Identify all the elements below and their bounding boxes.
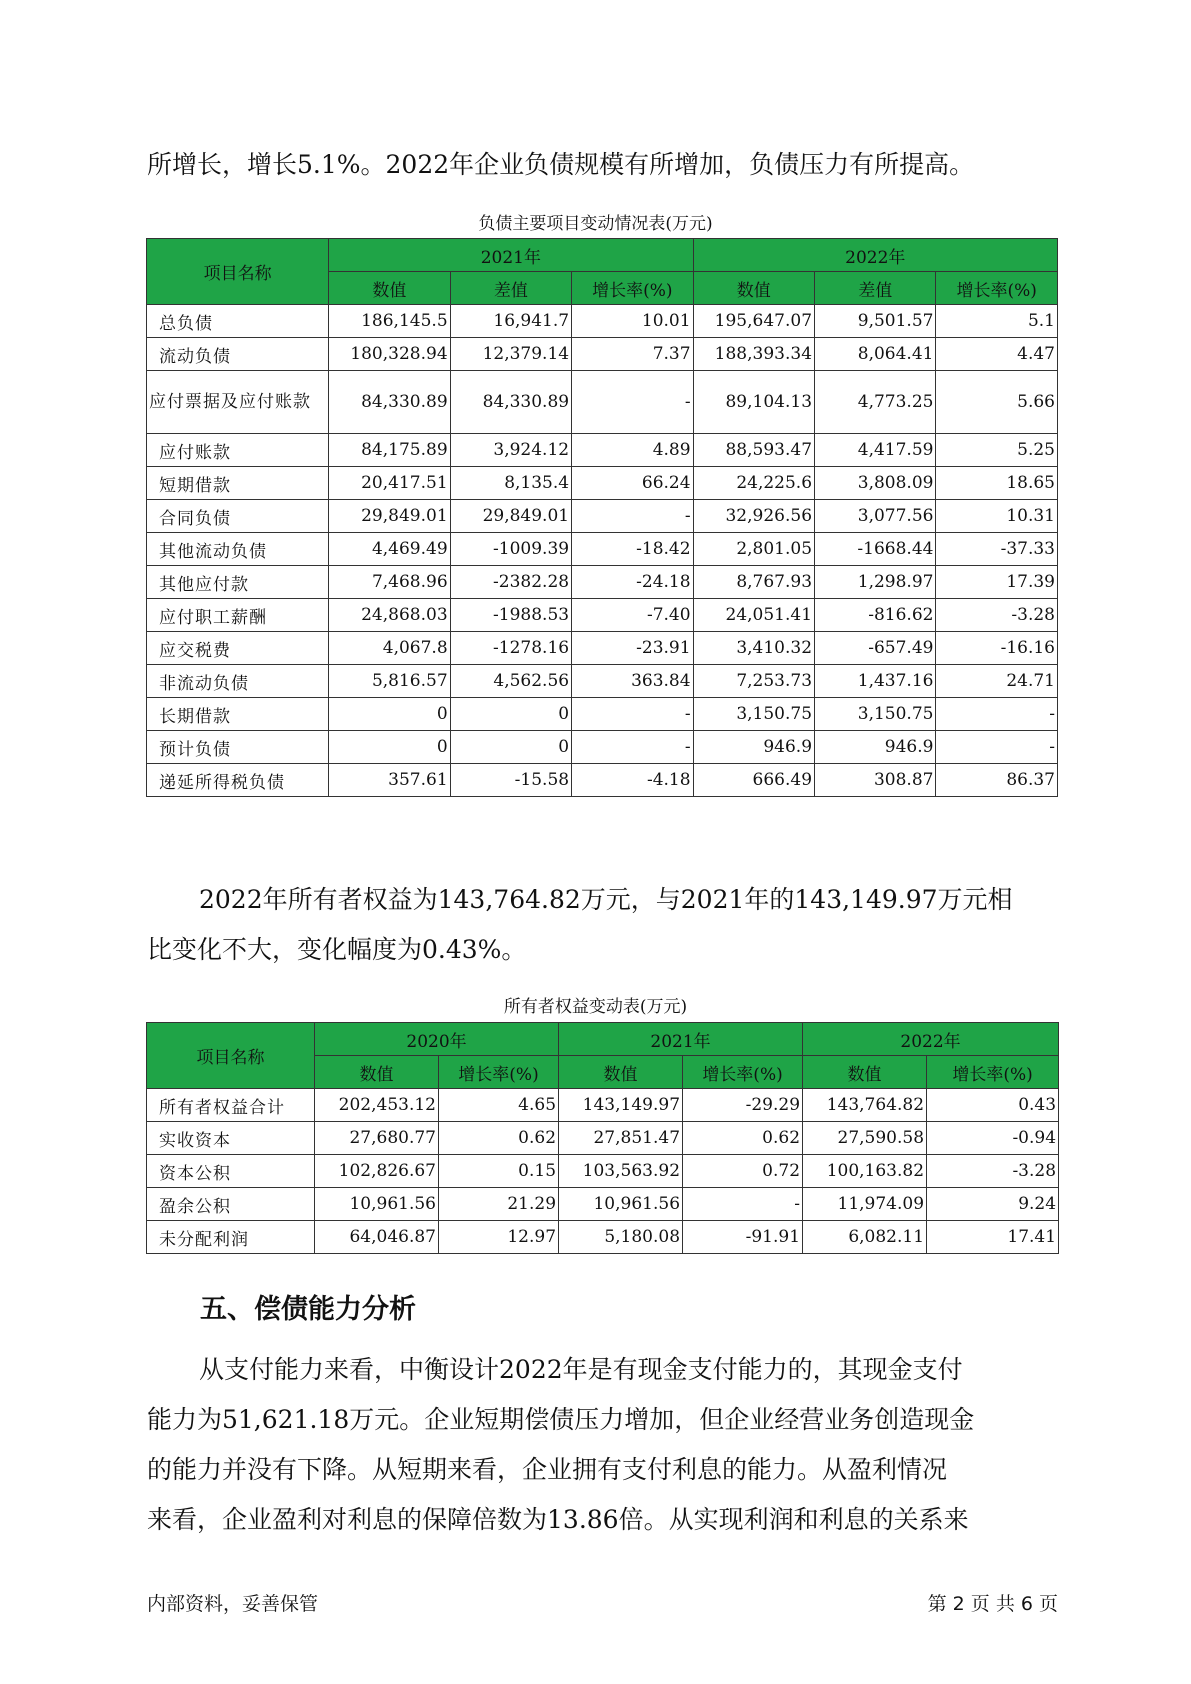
value-header: 数值 [329, 272, 450, 305]
cell-diff: 0 [450, 731, 571, 764]
year-2021-header: 2021年 [329, 239, 693, 272]
cell-rate: -16.16 [936, 632, 1058, 665]
cell-rate: 363.84 [572, 665, 693, 698]
cell-diff: -1668.44 [815, 533, 936, 566]
value-header: 数值 [315, 1056, 439, 1089]
table-row [147, 764, 1058, 797]
rate-header: 增长率(%) [683, 1056, 803, 1089]
row-name: 应付账款 [147, 434, 329, 467]
cell-value: 202,453.12 [315, 1089, 439, 1122]
cell-value: 29,849.01 [329, 500, 450, 533]
table-row [147, 1155, 1059, 1188]
cell-rate: -91.91 [683, 1221, 803, 1254]
cell-rate: -3.28 [936, 599, 1058, 632]
row-name: 应付职工薪酬 [147, 599, 329, 632]
cell-value: 3,150.75 [693, 698, 814, 731]
cell-diff: 8,064.41 [815, 338, 936, 371]
row-name: 应付票据及应付账款 [147, 371, 329, 434]
table-row [147, 305, 1058, 338]
table-row [147, 1188, 1059, 1221]
table-row [147, 731, 1058, 764]
cell-rate: 0.62 [439, 1122, 559, 1155]
cell-value: 11,974.09 [803, 1188, 927, 1221]
rate-header: 增长率(%) [927, 1056, 1059, 1089]
cell-value: 946.9 [693, 731, 814, 764]
row-name: 资本公积 [147, 1155, 315, 1188]
cell-value: 89,104.13 [693, 371, 814, 434]
cell-value: 4,067.8 [329, 632, 450, 665]
cell-value: 195,647.07 [693, 305, 814, 338]
cell-diff: 1,298.97 [815, 566, 936, 599]
cell-diff: 0 [450, 698, 571, 731]
rate-header: 增长率(%) [936, 272, 1058, 305]
cell-rate: 24.71 [936, 665, 1058, 698]
row-name: 长期借款 [147, 698, 329, 731]
cell-diff: 1,437.16 [815, 665, 936, 698]
solvency-paragraph: 从支付能力来看，中衡设计2022年是有现金支付能力的，其现金支付 能力为51,621.18万元。企业短期偿债压力增加，但企业经营业务创造现金 的能力并没有下降。从短期来看，企业拥有支付利息的能力。从盈利情况 来看，企业盈利对利息的保障倍数为13.86倍。从实现利润和利息的关系来 [147, 1355, 975, 1534]
row-name: 未分配利润 [147, 1221, 315, 1254]
cell-rate: 5.1 [936, 305, 1058, 338]
cell-diff: 16,941.7 [450, 305, 571, 338]
cell-rate: - [572, 731, 693, 764]
cell-value: 188,393.34 [693, 338, 814, 371]
equity-paragraph: 2022年所有者权益为143,764.82万元，与2021年的143,149.97万元相 比变化不大，变化幅度为0.43%。 [147, 885, 1013, 964]
row-name: 递延所得税负债 [147, 764, 329, 797]
cell-value: 10,961.56 [315, 1188, 439, 1221]
cell-rate: - [683, 1188, 803, 1221]
value-header: 数值 [803, 1056, 927, 1089]
cell-rate: 86.37 [936, 764, 1058, 797]
cell-rate: 0.72 [683, 1155, 803, 1188]
cell-diff: 3,808.09 [815, 467, 936, 500]
cell-value: 143,149.97 [559, 1089, 683, 1122]
year-2022-header: 2022年 [693, 239, 1057, 272]
cell-diff: 4,773.25 [815, 371, 936, 434]
cell-diff: 3,077.56 [815, 500, 936, 533]
table-row [147, 1122, 1059, 1155]
cell-rate: 9.24 [927, 1188, 1059, 1221]
cell-rate: - [572, 698, 693, 731]
cell-value: 5,180.08 [559, 1221, 683, 1254]
row-name: 盈余公积 [147, 1188, 315, 1221]
table-row [147, 632, 1058, 665]
cell-rate: 21.29 [439, 1188, 559, 1221]
cell-value: 666.49 [693, 764, 814, 797]
cell-value: 20,417.51 [329, 467, 450, 500]
cell-diff: 308.87 [815, 764, 936, 797]
diff-header: 差值 [815, 272, 936, 305]
cell-rate: 4.89 [572, 434, 693, 467]
row-name: 非流动负债 [147, 665, 329, 698]
cell-diff: 4,417.59 [815, 434, 936, 467]
cell-rate: - [936, 731, 1058, 764]
cell-diff: 8,135.4 [450, 467, 571, 500]
cell-diff: -1009.39 [450, 533, 571, 566]
item-name-header: 项目名称 [147, 1023, 315, 1089]
cell-value: 357.61 [329, 764, 450, 797]
cell-diff: -15.58 [450, 764, 571, 797]
cell-value: 24,225.6 [693, 467, 814, 500]
cell-value: 0 [329, 731, 450, 764]
table-row [147, 338, 1058, 371]
cell-value: 186,145.5 [329, 305, 450, 338]
year-2021-header: 2021年 [559, 1023, 803, 1056]
cell-rate: 17.39 [936, 566, 1058, 599]
table-row [147, 566, 1058, 599]
cell-rate: 5.66 [936, 371, 1058, 434]
cell-rate: -29.29 [683, 1089, 803, 1122]
equity-table-caption: 所有者权益变动表(万元) [503, 997, 688, 1017]
cell-rate: -23.91 [572, 632, 693, 665]
cell-diff: 29,849.01 [450, 500, 571, 533]
cell-diff: 84,330.89 [450, 371, 571, 434]
table-row [147, 1089, 1059, 1122]
rate-header: 增长率(%) [439, 1056, 559, 1089]
cell-rate: -4.18 [572, 764, 693, 797]
cell-value: 84,175.89 [329, 434, 450, 467]
value-header: 数值 [693, 272, 814, 305]
cell-value: 10,961.56 [559, 1188, 683, 1221]
cell-diff: -1278.16 [450, 632, 571, 665]
row-name: 预计负债 [147, 731, 329, 764]
cell-value: 88,593.47 [693, 434, 814, 467]
table-row [147, 698, 1058, 731]
value-header: 数值 [559, 1056, 683, 1089]
cell-value: 3,410.32 [693, 632, 814, 665]
cell-diff: -2382.28 [450, 566, 571, 599]
row-name: 所有者权益合计 [147, 1089, 315, 1122]
cell-diff: -657.49 [815, 632, 936, 665]
cell-rate: -24.18 [572, 566, 693, 599]
cell-diff: 946.9 [815, 731, 936, 764]
intro-paragraph: 所增长，增长5.1%。2022年企业负债规模有所增加，负债压力有所提高。 [147, 150, 975, 179]
cell-diff: 3,924.12 [450, 434, 571, 467]
cell-rate: 12.97 [439, 1221, 559, 1254]
cell-value: 7,253.73 [693, 665, 814, 698]
cell-rate: 7.37 [572, 338, 693, 371]
cell-rate: -7.40 [572, 599, 693, 632]
cell-value: 24,051.41 [693, 599, 814, 632]
cell-rate: 10.31 [936, 500, 1058, 533]
cell-rate: 0.62 [683, 1122, 803, 1155]
cell-diff: 12,379.14 [450, 338, 571, 371]
cell-value: 64,046.87 [315, 1221, 439, 1254]
table-row [147, 371, 1058, 434]
cell-rate: 10.01 [572, 305, 693, 338]
cell-value: 8,767.93 [693, 566, 814, 599]
row-name: 实收资本 [147, 1122, 315, 1155]
cell-value: 103,563.92 [559, 1155, 683, 1188]
cell-rate: 5.25 [936, 434, 1058, 467]
year-2020-header: 2020年 [315, 1023, 559, 1056]
cell-rate: -0.94 [927, 1122, 1059, 1155]
cell-value: 143,764.82 [803, 1089, 927, 1122]
table-row [147, 434, 1058, 467]
cell-value: 32,926.56 [693, 500, 814, 533]
cell-value: 24,868.03 [329, 599, 450, 632]
cell-value: 27,851.47 [559, 1122, 683, 1155]
cell-rate: -18.42 [572, 533, 693, 566]
diff-header: 差值 [450, 272, 571, 305]
table-row [147, 599, 1058, 632]
cell-diff: -816.62 [815, 599, 936, 632]
cell-value: 27,680.77 [315, 1122, 439, 1155]
cell-value: 100,163.82 [803, 1155, 927, 1188]
table-row [147, 500, 1058, 533]
footer-confidential-note: 内部资料，妥善保管 [147, 1593, 319, 1615]
rate-header: 增长率(%) [572, 272, 693, 305]
row-name: 流动负债 [147, 338, 329, 371]
cell-value: 0 [329, 698, 450, 731]
item-name-header: 项目名称 [147, 239, 329, 305]
table-row [147, 467, 1058, 500]
equity-table [146, 1022, 1059, 1254]
cell-rate: -3.28 [927, 1155, 1059, 1188]
cell-value: 5,816.57 [329, 665, 450, 698]
table-row [147, 1221, 1059, 1254]
cell-value: 2,801.05 [693, 533, 814, 566]
section-heading: 五、偿债能力分析 [200, 1294, 416, 1325]
cell-diff: 3,150.75 [815, 698, 936, 731]
row-name: 应交税费 [147, 632, 329, 665]
cell-rate: 4.65 [439, 1089, 559, 1122]
page-number: 第 2 页 共 6 页 [927, 1593, 1058, 1615]
cell-value: 102,826.67 [315, 1155, 439, 1188]
cell-rate: - [572, 500, 693, 533]
cell-diff: 4,562.56 [450, 665, 571, 698]
cell-rate: 4.47 [936, 338, 1058, 371]
cell-value: 84,330.89 [329, 371, 450, 434]
row-name: 总负债 [147, 305, 329, 338]
row-name: 合同负债 [147, 500, 329, 533]
table-row [147, 533, 1058, 566]
cell-rate: -37.33 [936, 533, 1058, 566]
row-name: 短期借款 [147, 467, 329, 500]
cell-value: 4,469.49 [329, 533, 450, 566]
cell-rate: 66.24 [572, 467, 693, 500]
cell-rate: 18.65 [936, 467, 1058, 500]
liabilities-table [146, 238, 1058, 797]
table-row [147, 665, 1058, 698]
row-name: 其他应付款 [147, 566, 329, 599]
cell-rate: - [936, 698, 1058, 731]
cell-diff: 9,501.57 [815, 305, 936, 338]
liabilities-table-caption: 负债主要项目变动情况表(万元) [478, 214, 713, 234]
cell-diff: -1988.53 [450, 599, 571, 632]
year-2022-header: 2022年 [803, 1023, 1059, 1056]
cell-value: 7,468.96 [329, 566, 450, 599]
cell-value: 27,590.58 [803, 1122, 927, 1155]
row-name: 其他流动负债 [147, 533, 329, 566]
cell-rate: 17.41 [927, 1221, 1059, 1254]
cell-value: 180,328.94 [329, 338, 450, 371]
cell-rate: - [572, 371, 693, 434]
cell-rate: 0.15 [439, 1155, 559, 1188]
cell-rate: 0.43 [927, 1089, 1059, 1122]
cell-value: 6,082.11 [803, 1221, 927, 1254]
